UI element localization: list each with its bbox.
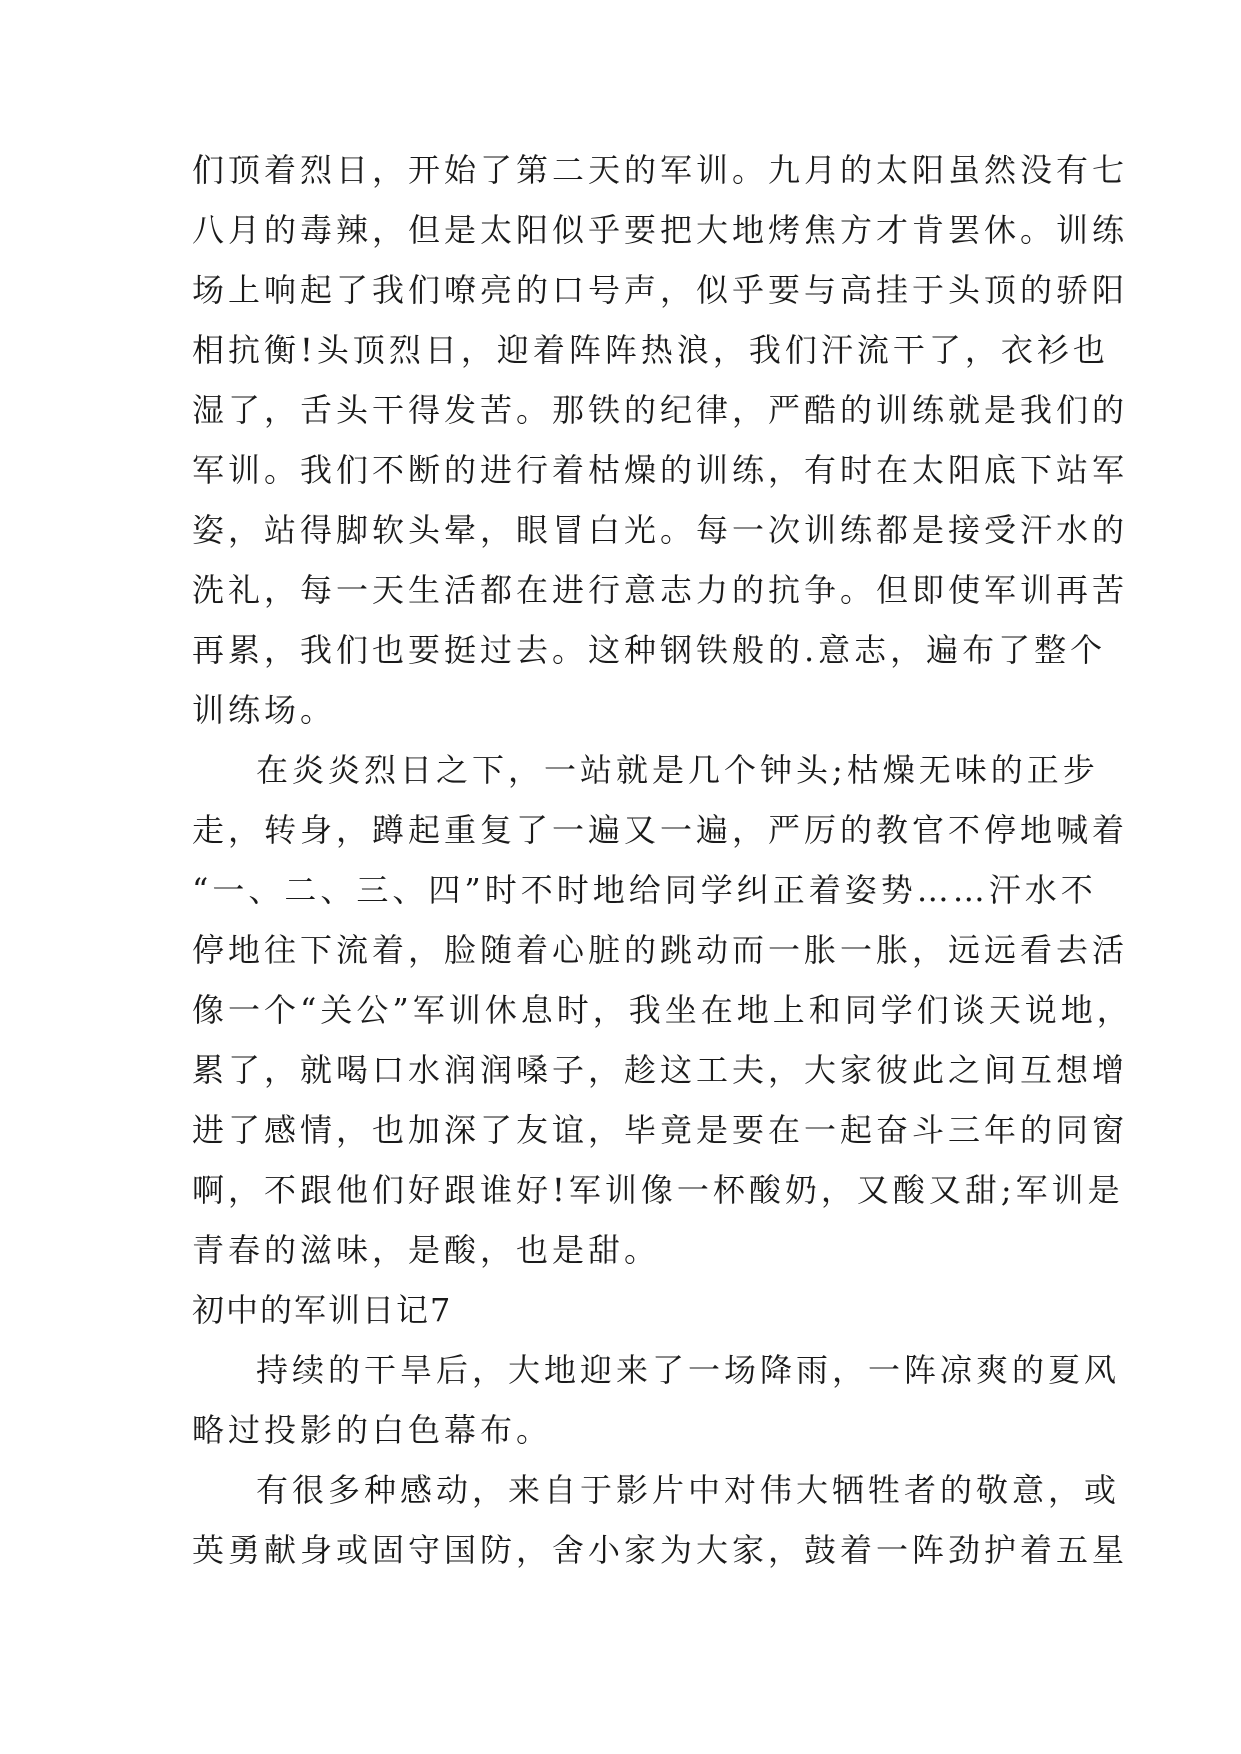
- text-line: 训练场。: [192, 691, 337, 729]
- text-line: 们顶着烈日，开始了第二天的军训。九月的太阳虽然没有七: [192, 151, 1129, 189]
- paragraph-3: [192, 1340, 1121, 1460]
- text-line: 持续的干旱后，大地迎来了一场降雨，一阵凉爽的夏风: [256, 1351, 1121, 1389]
- paragraph-1: [192, 140, 1129, 740]
- text-line: 场上响起了我们嘹亮的口号声，似乎要与高挂于头顶的骄阳: [192, 271, 1129, 309]
- text-line: 像一个“关公”军训休息时，我坐在地上和同学们谈天说地，: [192, 991, 1133, 1029]
- section-heading: 初中的军训日记7: [192, 1291, 453, 1329]
- text-line: 洗礼，每一天生活都在进行意志力的抗争。但即使军训再苦: [192, 571, 1129, 609]
- paragraph-4: [192, 1460, 1129, 1580]
- paragraph-2: [192, 740, 1133, 1280]
- text-line: 相抗衡!头顶烈日，迎着阵阵热浪，我们汗流干了，衣衫也: [192, 331, 1109, 369]
- text-line: 走，转身，蹲起重复了一遍又一遍，严厉的教官不停地喊着: [192, 811, 1129, 849]
- text-line: 略过投影的白色幕布。: [192, 1411, 553, 1449]
- text-line: 停地往下流着，脸随着心脏的跳动而一胀一胀，远远看去活: [192, 931, 1129, 969]
- text-line: 啊，不跟他们好跟谁好!军训像一杯酸奶，又酸又甜;军训是: [192, 1171, 1124, 1209]
- text-line: 再累，我们也要挺过去。这种钢铁般的.意志，遍布了整个: [192, 631, 1107, 669]
- text-line: 累了，就喝口水润润嗓子，趁这工夫，大家彼此之间互想增: [192, 1051, 1129, 1089]
- text-line: 在炎炎烈日之下，一站就是几个钟头;枯燥无味的正步: [256, 751, 1099, 789]
- text-line: 湿了，舌头干得发苦。那铁的纪律，严酷的训练就是我们的: [192, 391, 1129, 429]
- text-line: 青春的滋味，是酸，也是甜。: [192, 1231, 661, 1269]
- text-line: 八月的毒辣，但是太阳似乎要把大地烤焦方才肯罢休。训练: [192, 211, 1129, 249]
- text-line: 进了感情，也加深了友谊，毕竟是要在一起奋斗三年的同窗: [192, 1111, 1129, 1149]
- text-line: “一、二、三、四”时不时地给同学纠正着姿势……汗水不: [192, 871, 1097, 909]
- text-line: 英勇献身或固守国防，舍小家为大家，鼓着一阵劲护着五星: [192, 1531, 1129, 1569]
- document-body: [192, 140, 1133, 1580]
- text-line: 军训。我们不断的进行着枯燥的训练，有时在太阳底下站军: [192, 451, 1129, 489]
- text-line: 有很多种感动，来自于影片中对伟大牺牲者的敬意，或: [256, 1471, 1121, 1509]
- text-line: 姿，站得脚软头晕，眼冒白光。每一次训练都是接受汗水的: [192, 511, 1129, 549]
